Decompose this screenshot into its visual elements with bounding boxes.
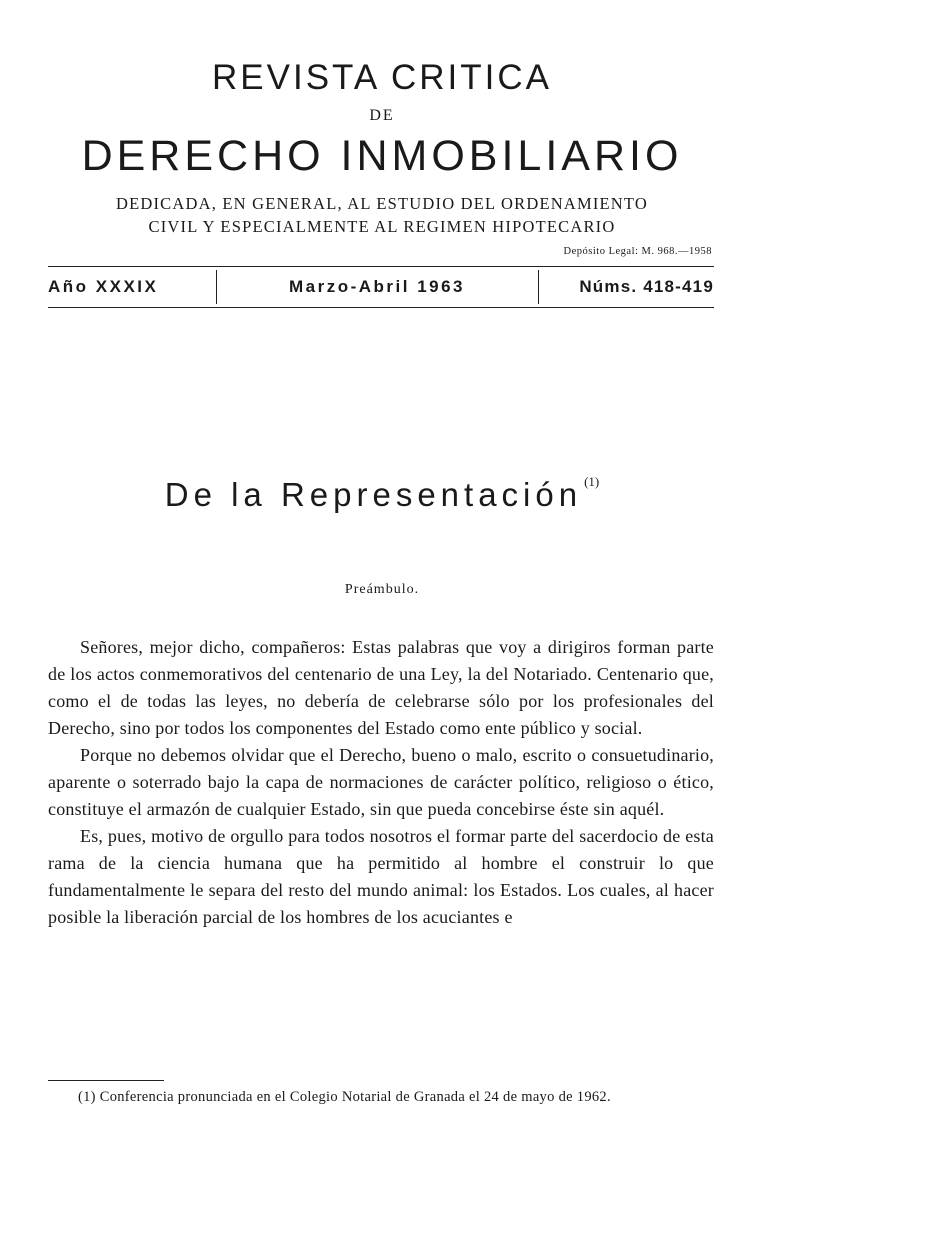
- subtitle-line1: DEDICADA, EN GENERAL, AL ESTUDIO DEL ORDENAMIENTO: [115, 194, 649, 213]
- article-title: [48, 460, 716, 517]
- issue-numbers: Núms. 418-419: [579, 277, 714, 296]
- footnote-reference: (1): [584, 474, 600, 489]
- infobar-bottom-rule: [48, 307, 714, 308]
- issue-infobar: [48, 268, 714, 306]
- body-paragraph: Señores, mejor dicho, compañeros: Estas palabras que voy a dirigiros forman parte de los actos conmemorativos del centenario de una Ley, la del Notariado. Centenario que, como el de todas las leyes, no debería de celebrarse sólo por los profesionales del Derecho, sino por todos los componentes del Estado como ente público y social.: [48, 637, 714, 738]
- section-heading: Preámbulo.: [344, 582, 420, 597]
- article-body: [48, 634, 714, 931]
- journal-title-line1: REVISTA CRITICA: [212, 58, 552, 97]
- journal-page: [48, 0, 716, 1240]
- article-title-text: De la Representación: [164, 476, 583, 513]
- journal-subtitle: [48, 192, 716, 238]
- issue-year: Año XXXIX: [48, 277, 159, 296]
- journal-title-line2: DERECHO INMOBILIARIO: [81, 132, 683, 180]
- footnote: (1) Conferencia pronunciada en el Colegio Notarial de Granada el 24 de mayo de 1962.: [78, 1089, 611, 1105]
- footnote-rule: [48, 1080, 164, 1081]
- deposito-legal: Depósito Legal: M. 968.—1958: [563, 246, 712, 257]
- body-paragraph: Porque no debemos olvidar que el Derecho, bueno o malo, escrito o consuetudinario, aparente o soterrado bajo la capa de normaciones de carácter político, religioso o ético, constituye el armazón de cualquier Estado, sin que pueda concebirse éste sin aquél.: [48, 745, 714, 819]
- subtitle-line2: CIVIL Y ESPECIALMENTE AL REGIMEN HIPOTECARIO: [148, 217, 616, 236]
- issue-period: Marzo-Abril 1963: [288, 277, 466, 296]
- infobar-top-rule: [48, 266, 714, 267]
- journal-title-de: DE: [369, 107, 395, 124]
- body-paragraph: Es, pues, motivo de orgullo para todos nosotros el formar parte del sacerdocio de esta rama de la ciencia humana que ha permitido al hombre el construir lo que fundamentalmente le separa del resto del mundo animal: los Estados. Los cuales, al hacer posible la liberación parcial de los hombres de los acuciantes e: [48, 826, 714, 927]
